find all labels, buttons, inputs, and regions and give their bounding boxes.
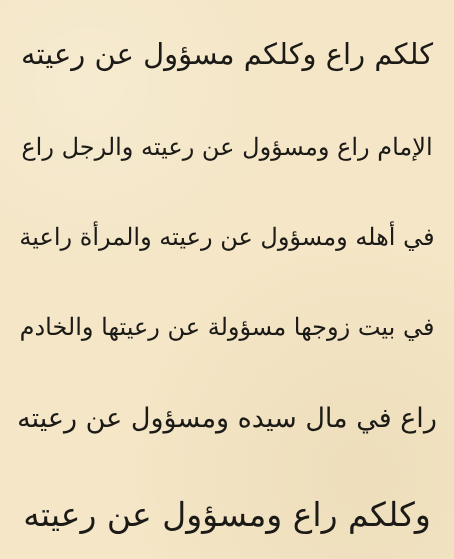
calligraphy-line-6: وكلكم راع ومسؤول عن رعيته: [23, 495, 431, 534]
calligraphy-line-2: الإمام راع ومسؤول عن رعيته والرجل راع: [21, 133, 433, 161]
calligraphy-line-1: كلكم راع وكلكم مسؤول عن رعيته: [20, 37, 434, 71]
calligraphy-line-4: في بيت زوجها مسؤولة عن رعيتها والخادم: [19, 313, 435, 341]
calligraphy-line-5: راع في مال سيده ومسؤول عن رعيته: [17, 403, 437, 434]
calligraphy-line-3: في أهله ومسؤول عن رعيته والمرأة راعية: [19, 223, 435, 251]
